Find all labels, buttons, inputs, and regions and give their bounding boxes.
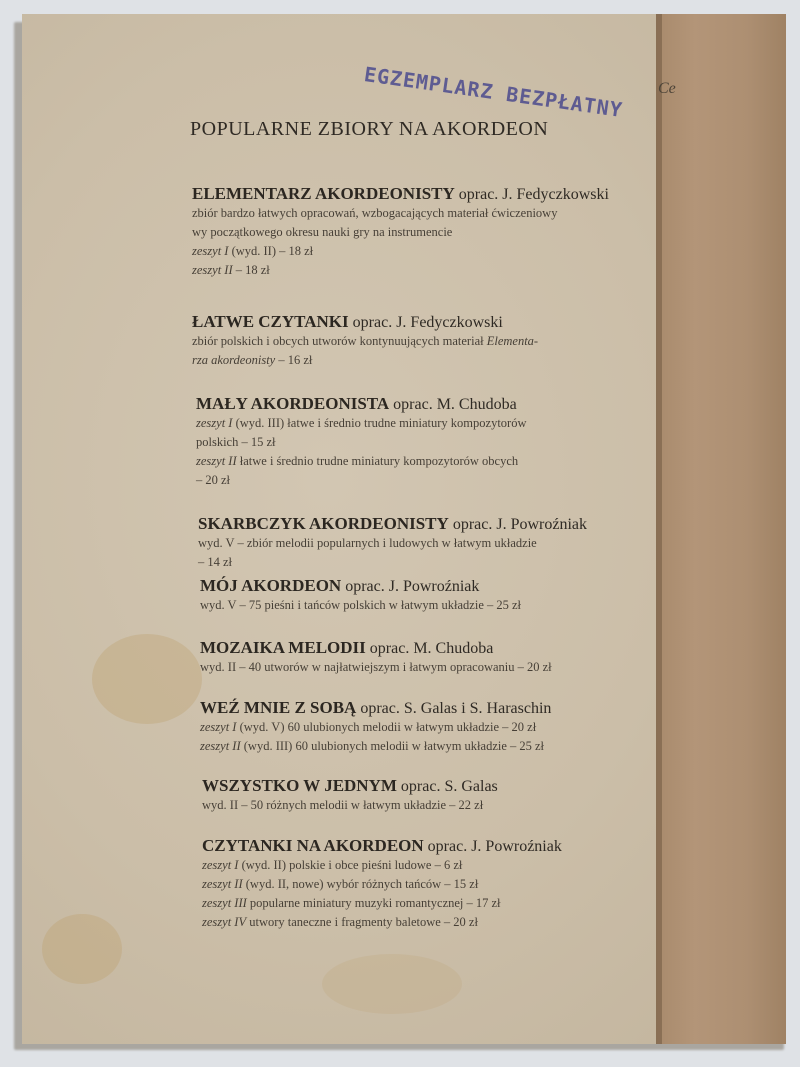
entry-line: zeszyt IV utwory taneczne i fragmenty baletowe – 20 zł [202, 915, 478, 929]
tape-fold [656, 14, 662, 1044]
entry-editor: oprac. J. Fedyczkowski [352, 314, 503, 331]
entry-editor: oprac. J. Fedyczkowski [458, 186, 609, 203]
entry-line: zeszyt II łatwe i średnio trudne miniatury kompozytorów obcych [196, 454, 519, 468]
catalog-entry [192, 184, 609, 280]
catalog-entry [202, 776, 498, 815]
free-copy-stamp: EGZEMPLARZ BEZPŁATNY [362, 62, 625, 123]
catalog-entry [196, 394, 526, 490]
entry-title: MAŁY AKORDEONISTA [196, 394, 390, 413]
entry-editor: oprac. M. Chudoba [393, 396, 517, 413]
entry-title: MÓJ AKORDEON [200, 576, 342, 595]
entry-line: zeszyt II – 18 zł [192, 263, 270, 277]
catalog-entry [192, 312, 538, 370]
entry-line: wyd. V – zbiór melodii popularnych i ludowych w łatwym układzie [198, 536, 537, 550]
page-heading: POPULARNE ZBIORY NA AKORDEON [190, 118, 549, 140]
catalog-entry [202, 836, 562, 932]
entry-line: polskich – 15 zł [196, 435, 276, 449]
entry-editor: oprac. J. Powroźniak [427, 838, 562, 855]
entry-title: CZYTANKI NA AKORDEON [202, 836, 424, 855]
spine-tape [656, 14, 786, 1044]
entry-title: ŁATWE CZYTANKI [192, 312, 349, 331]
corner-text: Ce [658, 80, 676, 97]
entry-editor: oprac. J. Powroźniak [452, 516, 587, 533]
entry-line: zeszyt I (wyd. III) łatwe i średnio trudne miniatury kompozytorów [196, 416, 527, 430]
entry-line: rza akordeonisty – 16 zł [192, 353, 313, 367]
catalog-entry [198, 514, 587, 572]
entry-line: – 14 zł [198, 555, 233, 569]
entry-editor: oprac. S. Galas i S. Haraschin [360, 700, 552, 717]
entry-line: zeszyt II (wyd. III) 60 ulubionych melodii w łatwym układzie – 25 zł [200, 739, 545, 753]
entry-line: wyd. II – 50 różnych melodii w łatwym układzie – 22 zł [202, 798, 484, 812]
entry-line: zeszyt III popularne miniatury muzyki romantycznej – 17 zł [202, 896, 501, 910]
entry-editor: oprac. J. Powroźniak [345, 578, 480, 595]
entry-line: – 20 zł [196, 473, 231, 487]
catalog-entry [200, 698, 551, 756]
entry-line: zeszyt I (wyd. II) polskie i obce pieśni ludowe – 6 zł [202, 858, 463, 872]
entry-line: wy początkowego okresu nauki gry na instrumencie [192, 225, 453, 239]
entry-line: wyd. V – 75 pieśni i tańców polskich w łatwym układzie – 25 zł [200, 598, 522, 612]
entry-line: zeszyt I (wyd. II) – 18 zł [192, 244, 314, 258]
entry-title: WSZYSTKO W JEDNYM [202, 776, 397, 795]
entry-title: SKARBCZYK AKORDEONISTY [198, 514, 449, 533]
entry-line: zbiór polskich i obcych utworów kontynuujących materiał Elementa- [192, 334, 539, 348]
entry-title: WEŹ MNIE Z SOBĄ [200, 698, 357, 717]
entry-line: zeszyt II (wyd. II, nowe) wybór różnych tańców – 15 zł [202, 877, 479, 891]
entry-title: ELEMENTARZ AKORDEONISTY [192, 184, 455, 203]
catalog-entry [200, 576, 521, 615]
entry-line: zeszyt I (wyd. V) 60 ulubionych melodii w łatwym układzie – 20 zł [200, 720, 537, 734]
entry-line: wyd. II – 40 utworów w najłatwiejszym i łatwym opracowaniu – 20 zł [200, 660, 552, 674]
catalog-entry [200, 638, 552, 677]
entry-editor: oprac. S. Galas [400, 778, 498, 795]
entry-title: MOZAIKA MELODII [200, 638, 366, 657]
entry-line: zbiór bardzo łatwych opracowań, wzbogacających materiał ćwiczeniowy [192, 206, 558, 220]
entry-editor: oprac. M. Chudoba [369, 640, 494, 657]
